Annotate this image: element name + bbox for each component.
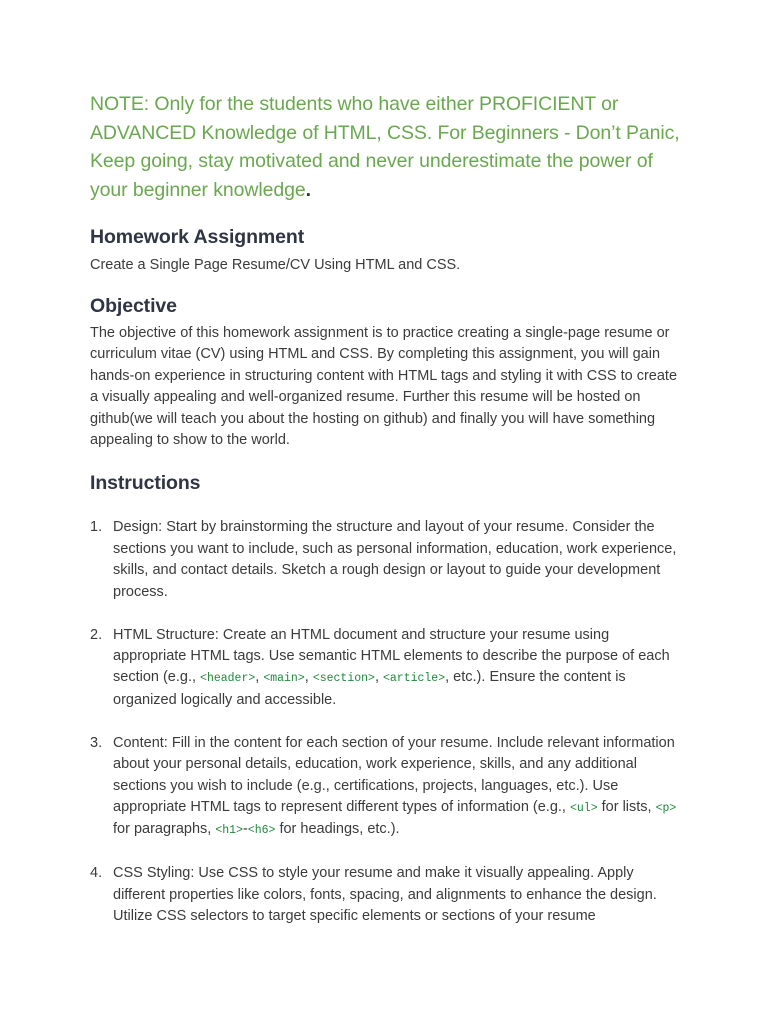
code-main-tag: <main>: [263, 672, 305, 686]
list-item-text: Content: Fill in the content for each section of your resume. Include relevant information about your personal details, education, work experience, skills, and any additional sections you wish to include (e.g., certifications, projects, languages, etc.). Use appropriate HTML tags to represent different types of information (e.g.,: [113, 734, 675, 815]
list-item-number: 1.: [90, 519, 103, 536]
objective-heading: Objective: [90, 295, 177, 317]
list-item: [90, 625, 682, 712]
list-item: [90, 733, 682, 842]
list-item-text-mid: for paragraphs,: [113, 821, 216, 838]
separator: ,: [304, 669, 313, 686]
separator: ,: [374, 669, 383, 686]
list-item-text: CSS Styling: Use CSS to style your resume and make it visually appealing. Apply different properties like colors, fonts, spacing, and alignments to enhance the design. Utilize CSS selectors to target specific elements or sections of your resume: [113, 865, 657, 925]
document-page: [90, 90, 682, 949]
separator: ,: [255, 669, 264, 686]
note-paragraph: [90, 90, 682, 204]
list-item-text-end: , etc.). Ensure the content is organized logically and accessible.: [113, 669, 626, 708]
code-p-tag: <p>: [655, 801, 677, 815]
instructions-heading: Instructions: [90, 472, 201, 495]
code-h6-tag: <h6>: [247, 824, 276, 838]
instructions-list: [90, 517, 682, 927]
code-header-tag: <header>: [200, 672, 256, 686]
dash: -: [242, 821, 248, 838]
list-item-text: Design: Start by brainstorming the structure and layout of your resume. Consider the sections you want to include, such as personal information, education, work experience, skills, and contact details. Sketch a rough design or layout to guide your development process.: [113, 519, 677, 600]
list-item-number: 2.: [90, 626, 103, 643]
code-article-tag: <article>: [383, 672, 446, 686]
list-item-text-end: for headings, etc.).: [275, 821, 400, 838]
note-text: NOTE: Only for the students who have either PROFICIENT or ADVANCED Knowledge of HTML, CSS. For Beginners - Don’t Panic, Keep going, stay motivated and never underestimate the power of your beginner knowledge: [90, 93, 680, 201]
list-item-text-mid: for lists,: [597, 798, 656, 815]
list-item: [90, 517, 682, 603]
objective-text: The objective of this homework assignment is to practice creating a single-page resume or curriculum vitae (CV) using HTML and CSS. By completing this assignment, you will gain hands-on experience in structuring content with HTML tags and styling it with CSS to create a visually appealing and well-organized resume. Further this resume will be hosted on github(we will teach you about the hosting on github) and finally you will have something appealing to show to the world.: [90, 325, 678, 449]
list-item-text: HTML Structure: Create an HTML document and structure your resume using appropriate HTML tags. Use semantic HTML elements to describe the purpose of each section (e.g.,: [113, 626, 670, 686]
note-period: .: [305, 178, 311, 201]
code-section-tag: <section>: [312, 672, 375, 686]
list-item-number: 4.: [90, 865, 103, 882]
homework-heading: Homework Assignment: [90, 226, 305, 248]
code-ul-tag: <ul>: [569, 801, 598, 815]
homework-text: Create a Single Page Resume/CV Using HTML and CSS.: [90, 257, 461, 273]
list-item-number: 3.: [90, 734, 103, 751]
list-item: [90, 863, 682, 927]
code-h1-tag: <h1>: [215, 824, 243, 838]
